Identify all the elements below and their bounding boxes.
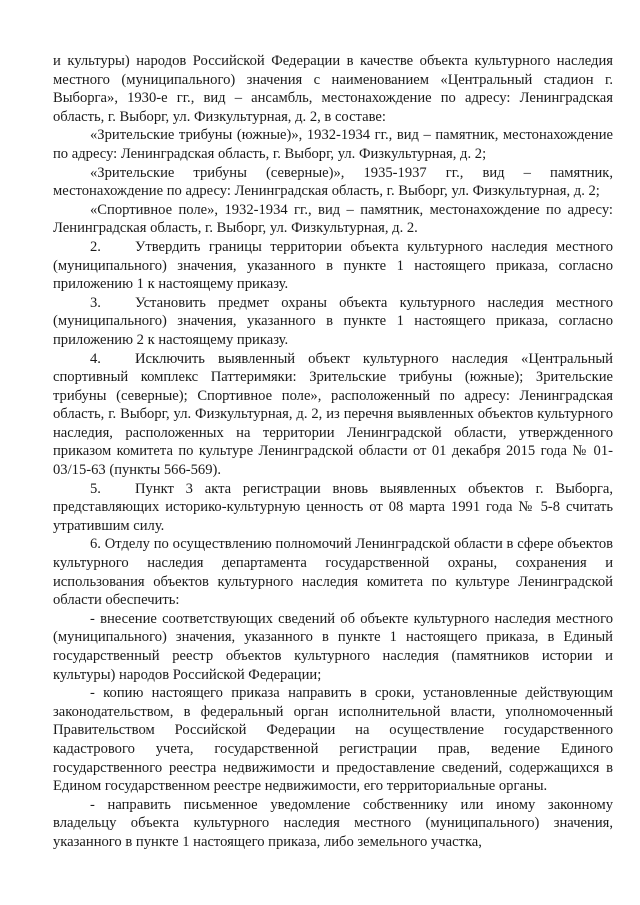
document-page [53,52,613,852]
item-2 [53,238,613,294]
item-4-text: Исключить выявленный объект культурного наследия «Центральный спортивный комплекс Паттеримяки: Зрительские трибуны (южные); Зрительские трибуны (северные); Спортивное поле», расположенный по адресу: Ленинградская область, г. Выборг, ул. Физкультурная, д. 2, из перечня выявленных объектов культурного наследия, расположенных на территории Ленинградской области, утвержденного приказом комитета по культуре Ленинградской области от 01 декабря 2015 года № 01-03/15-63 (пункты 566-569). [53,350,613,479]
item-6-text: Отделу по осуществлению полномочий Ленинградской области в сфере объектов культурного наследия департамента государственной охраны, сохранения и использования объектов культурного наследия комитета по культуре Ленинградской области обеспечить: [53,536,614,609]
item-5-text: Пункт 3 акта регистрации вновь выявленных объектов г. Выборга, представляющих историко-культурную ценность от 08 марта 1991 года № 5-8 считать утратившим силу. [53,480,613,534]
item-4-number: 4. [90,350,101,367]
item-6 [53,535,613,609]
subitem-registry-entry: - внесение соответствующих сведений об объекте культурного наследия местного (муниципального) значения, указанного в пункте 1 настоящего приказа, в Единый государственный реестр объектов культурного наследия (памятников истории и культуры) народов Российской Федерации; [53,610,613,683]
item-3 [53,294,613,350]
item-4 [53,350,613,480]
paragraph-north-stands: «Зрительские трибуны (северные)», 1935-1937 гг., вид – памятник, местонахождение по адресу: Ленинградская область, г. Выборг, ул. Физкультурная, д. 2; [53,164,613,200]
item-5-number: 5. [90,480,101,497]
item-2-number: 2. [90,238,101,255]
item-3-number: 3. [90,294,101,311]
item-2-text: Утвердить границы территории объекта культурного наследия местного (муниципального) значения, указанного в пункте 1 настоящего приказа, согласно приложению 1 к настоящему приказу. [53,238,613,293]
paragraph-sports-field: «Спортивное поле», 1932-1934 гг., вид – памятник, местонахождение по адресу: Ленинградская область, г. Выборг, ул. Физкультурная, д. 2. [53,201,613,237]
subitem-owner-notice: - направить письменное уведомление собственнику или иному законному владельцу объекта культурного наследия местного (муниципального) значения, указанного в пункте 1 настоящего приказа, либо земельного участка, [53,796,613,850]
paragraph-south-stands: «Зрительские трибуны (южные)», 1932-1934 гг., вид – памятник, местонахождение по адресу: Ленинградская область, г. Выборг, ул. Физкультурная, д. 2; [53,127,613,162]
paragraph-object-description: и культуры) народов Российской Федерации в качестве объекта культурного наследия местного (муниципального) значения с наименованием «Центральный стадион г. Выборга», 1930-е гг., вид – ансамбль, местонахождение по адресу: Ленинградская область, г. Выборг, ул. Физкультурная, д. 2, в составе: [53,53,613,125]
item-5 [53,480,613,536]
item-3-text: Установить предмет охраны объекта культурного наследия местного (муниципального) значения, указанного в пункте 1 настоящего приказа, согласно приложению 2 к настоящему приказу. [53,294,613,348]
item-6-number: 6. [90,536,101,553]
subitem-send-copy: - копию настоящего приказа направить в сроки, установленные действующим законодательством, в федеральный орган исполнительной власти, уполномоченный Правительством Российской Федерации на осуществление государственного кадастрового учета, государственной регистрации прав, ведение Единого государственного реестра недвижимости и предоставление сведений, содержащихся в Едином государственном реестре недвижимости, его территориальные органы. [53,685,613,795]
